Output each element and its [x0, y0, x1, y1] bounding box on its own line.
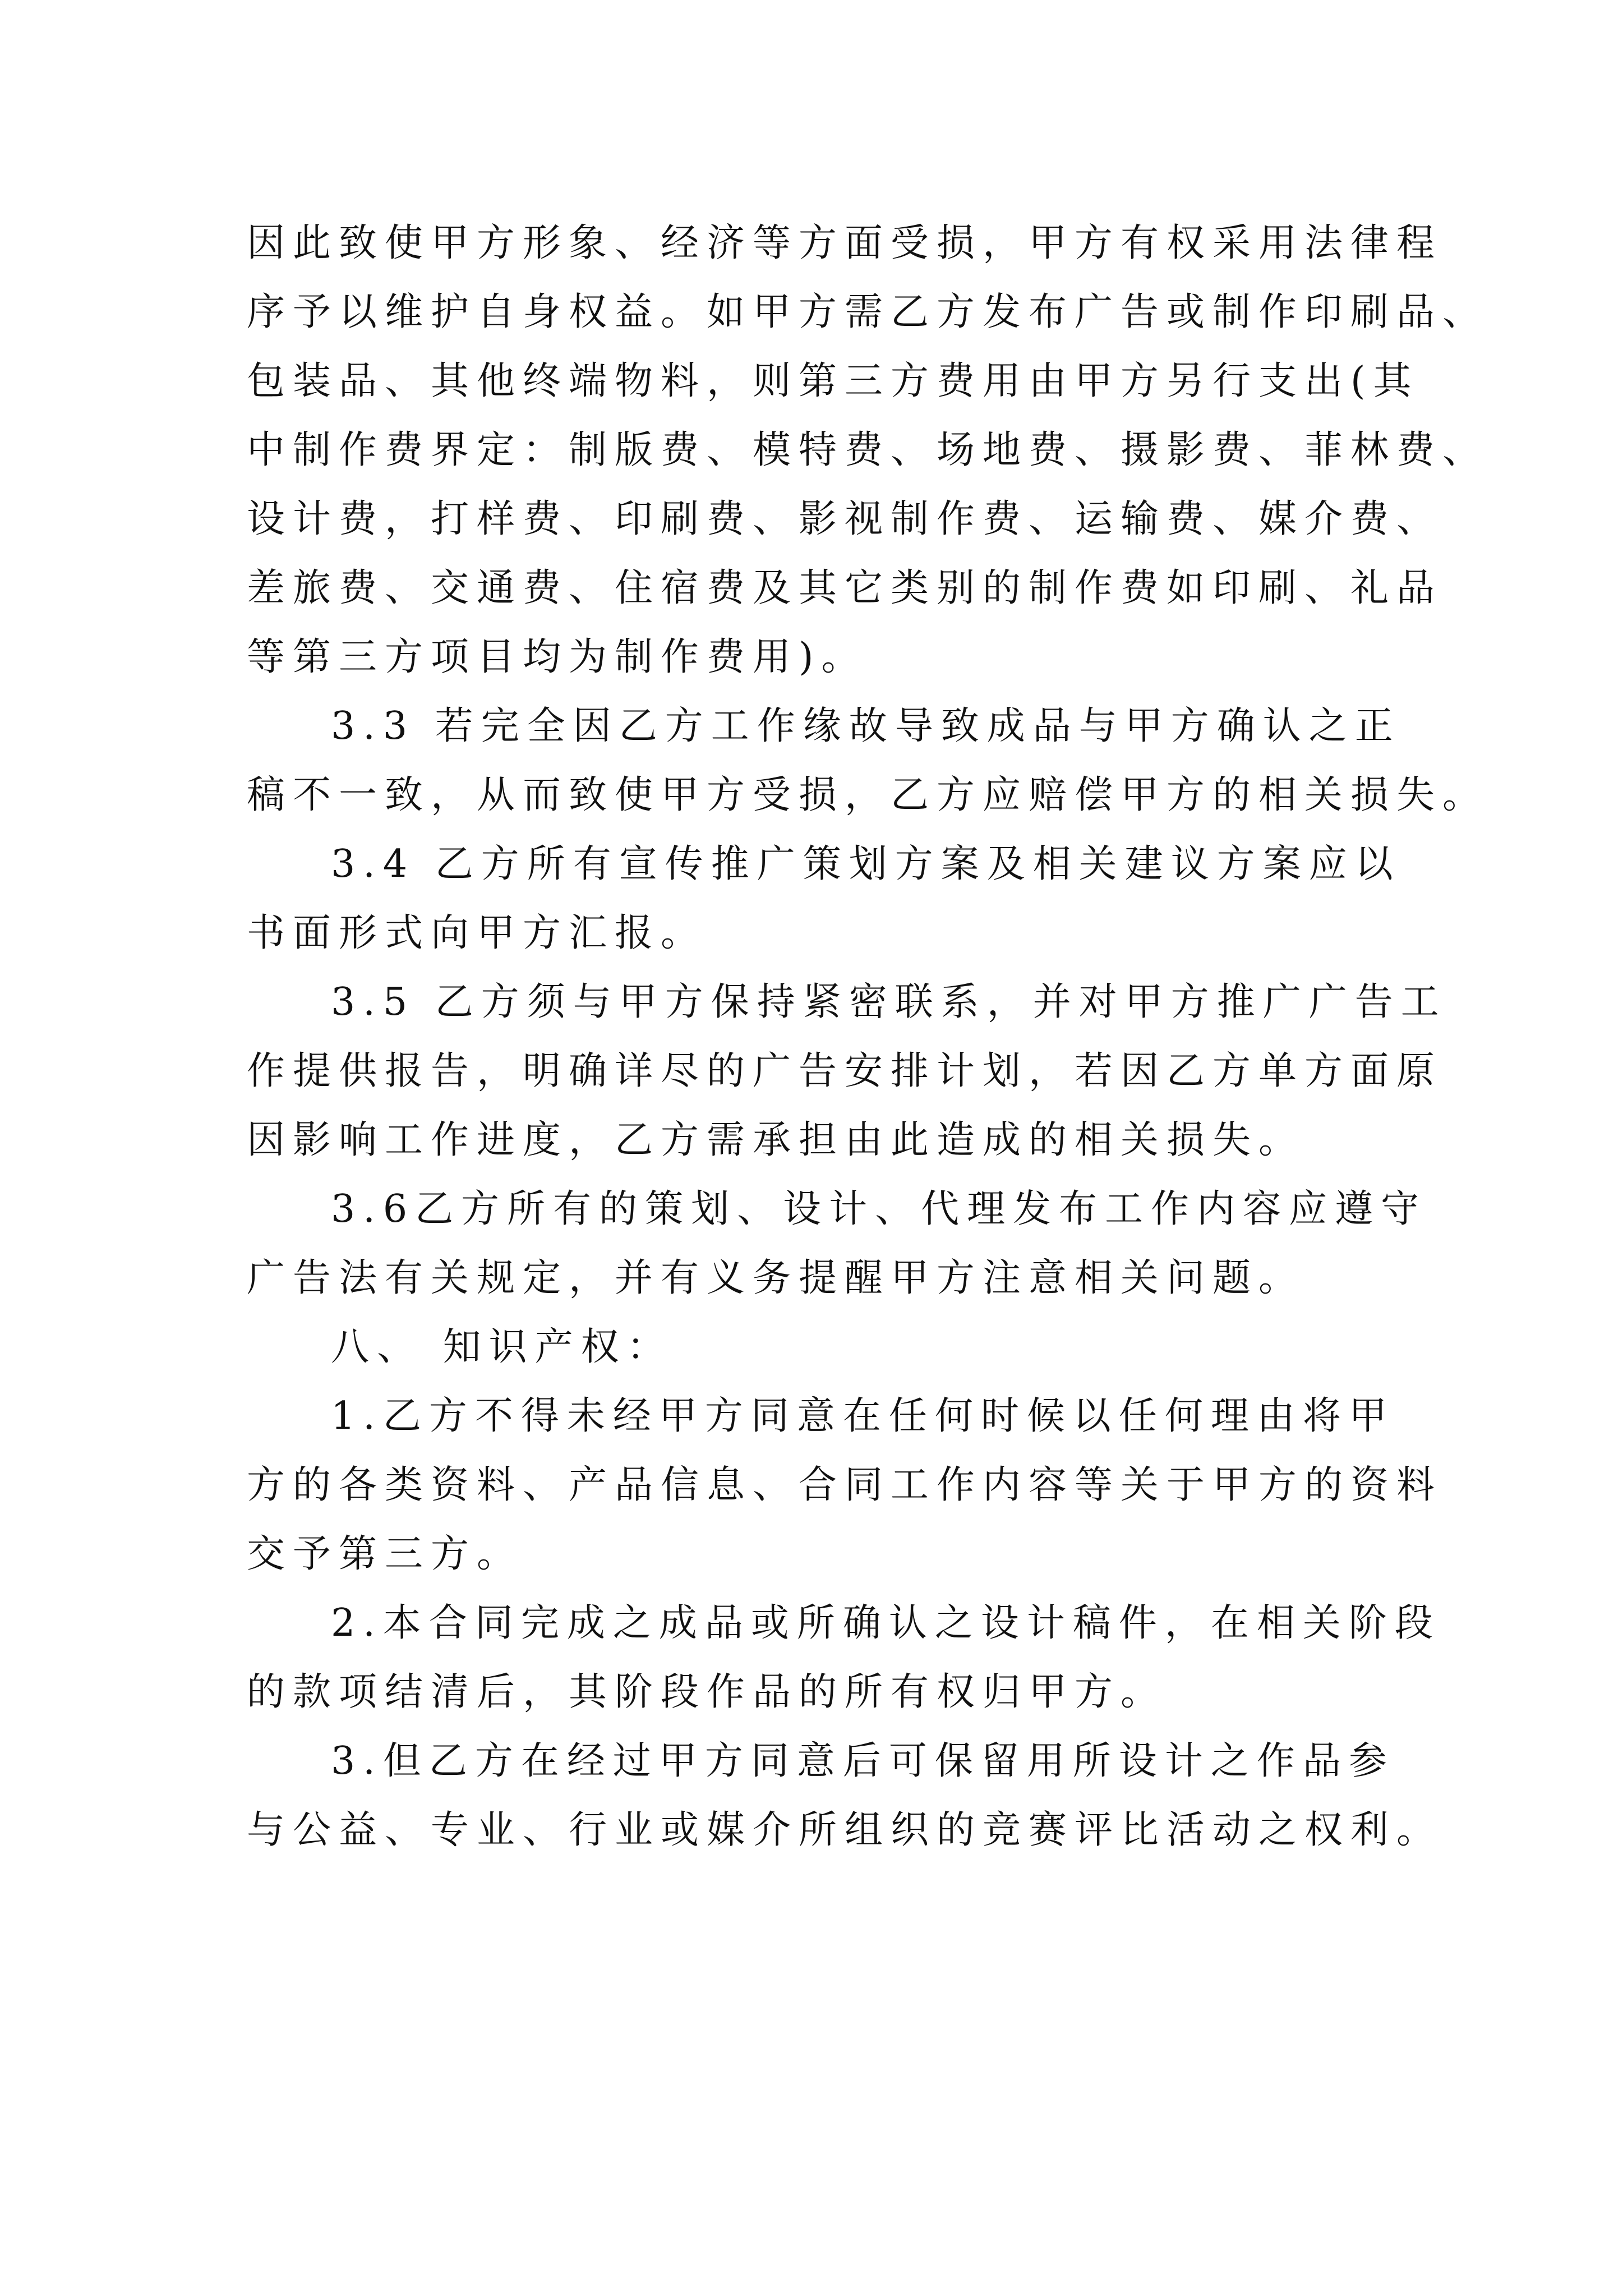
text-line: 等第三方项目均为制作费用)。	[247, 635, 868, 679]
ip-clause-3: 3.但乙方在经过甲方同意后可保留用所设计之作品参	[331, 1739, 1395, 1783]
clause-3-4: 3.4 乙方所有宣传推广策划方案及相关建议方案应以	[331, 842, 1401, 886]
section-heading-ip: 八、 知识产权：	[331, 1325, 673, 1369]
document-body	[247, 209, 1489, 1865]
clause-3-5: 3.5 乙方须与甲方保持紧密联系，并对甲方推广广告工	[331, 980, 1447, 1024]
text-line: 因此致使甲方形象、经济等方面受损，甲方有权采用法律程	[247, 221, 1443, 265]
text-line: 序予以维护自身权益。如甲方需乙方发布广告或制作印刷品、	[247, 290, 1489, 334]
text-line: 交予第三方。	[247, 1532, 523, 1576]
clause-3-3: 3.3 若完全因乙方工作缘故导致成品与甲方确认之正	[331, 704, 1401, 748]
text-line: 广告法有关规定，并有义务提醒甲方注意相关问题。	[247, 1256, 1305, 1300]
clause-3-6: 3.6乙方所有的策划、设计、代理发布工作内容应遵守	[331, 1187, 1427, 1231]
text-line: 因影响工作进度，乙方需承担由此造成的相关损失。	[247, 1118, 1305, 1162]
text-line: 作提供报告，明确详尽的广告安排计划，若因乙方单方面原	[247, 1049, 1443, 1093]
text-line: 设计费，打样费、印刷费、影视制作费、运输费、媒介费、	[247, 497, 1443, 541]
text-line: 差旅费、交通费、住宿费及其它类别的制作费如印刷、礼品	[247, 566, 1443, 610]
ip-clause-1: 1.乙方不得未经甲方同意在任何时候以任何理由将甲	[331, 1394, 1395, 1438]
text-line: 的款项结清后，其阶段作品的所有权归甲方。	[247, 1670, 1167, 1714]
text-line: 中制作费界定：制版费、模特费、场地费、摄影费、菲林费、	[247, 428, 1489, 472]
ip-clause-2: 2.本合同完成之成品或所确认之设计稿件，在相关阶段	[331, 1601, 1441, 1645]
text-line: 与公益、专业、行业或媒介所组织的竞赛评比活动之权利。	[247, 1808, 1443, 1852]
text-line: 书面形式向甲方汇报。	[247, 911, 707, 955]
text-line: 方的各类资料、产品信息、合同工作内容等关于甲方的资料	[247, 1463, 1443, 1507]
text-line: 包装品、其他终端物料，则第三方费用由甲方另行支出(其	[247, 359, 1419, 403]
text-line: 稿不一致，从而致使甲方受损，乙方应赔偿甲方的相关损失。	[247, 773, 1489, 817]
